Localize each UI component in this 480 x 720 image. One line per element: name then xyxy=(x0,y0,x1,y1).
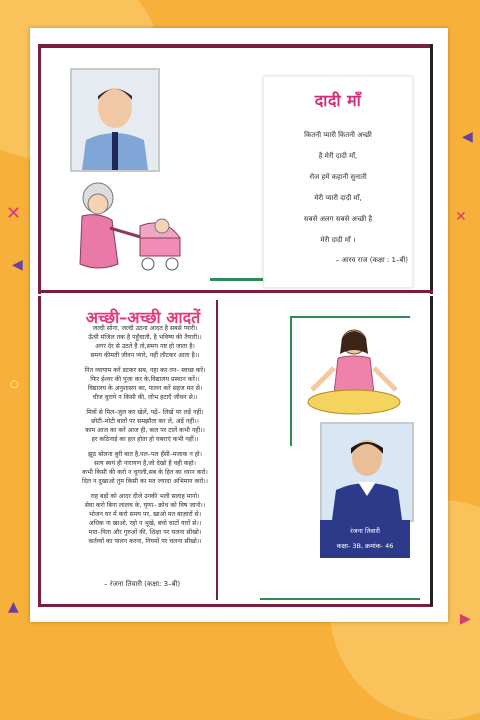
student-photo-boy xyxy=(70,68,160,172)
stanza xyxy=(60,408,230,444)
stanza xyxy=(60,324,230,360)
poem-line: कितनी प्यारी कितनी अच्छी xyxy=(304,131,372,139)
stanza xyxy=(60,492,230,546)
triangle-icon: ◀ xyxy=(462,129,473,145)
bottom-rule xyxy=(38,604,433,607)
x-mark-icon: ✕ xyxy=(455,209,467,225)
top-rule xyxy=(38,44,433,48)
poem-line: हर कठिनाई का हल होता हो घबराएं कभी नहीं।। xyxy=(91,436,199,443)
poem-line: मेरी दादी माँ । xyxy=(320,236,356,244)
poem-title: दादी माँ xyxy=(314,91,362,110)
poem-line: छोटी–मोटी बातों पर समझौता कर लें, अड़ें नहीं।। xyxy=(91,418,199,425)
poem-line: है मेरी दादी माँ, xyxy=(318,152,358,160)
right-vertical-rule xyxy=(430,44,433,294)
poem-author: – रंजना तिवारी (कक्षा: 3–बी) xyxy=(104,580,181,588)
poem-line: भोजन घर में करो समय पर, खाओ मत बाज़ारों से। xyxy=(88,511,202,518)
magazine-page xyxy=(30,28,448,622)
student-name-card xyxy=(320,520,410,558)
poem-lines xyxy=(264,125,412,251)
meditation-illustration xyxy=(298,324,410,424)
poem-line: राह बड़ों को आदर दीजे उनकी भली सलाह मानो। xyxy=(90,493,200,500)
stanza xyxy=(60,366,230,402)
poem-line: समय कीमती जीवन प्यारे, नहीं लौटकर आता है।। xyxy=(90,352,200,359)
poem-line: चीज चुराये न किसी की, लोभ हटाएँ जीवन से।। xyxy=(92,394,198,401)
poem-line: रोज हमें कहानी सुनाती xyxy=(309,173,367,181)
poem-line: ऊँची मंजिल तक है पहुँचाती, है भविष्य की तैयारी।। xyxy=(88,334,202,341)
poem-line: झूठ बोलना बुरी बात है,पल–पल हँसी–मजाक न हो। xyxy=(88,451,202,458)
circle-icon: ○ xyxy=(10,379,19,390)
student-name: रंजना तिवारी xyxy=(350,527,380,535)
triangle-icon: ◀ xyxy=(12,257,23,273)
poem-title: अच्छी–अच्छी आदतें xyxy=(85,308,201,327)
poem-line: नित व्यायाम करें डटकर सब, नहा कर तन– स्वच्छ करें। xyxy=(84,367,206,374)
poem-author: – आरव राज (कक्षा : 1–बी) xyxy=(335,256,408,264)
poem-card-dadi-maa xyxy=(263,76,413,288)
poem-line: सबसे अलग सबसे अच्छी है xyxy=(303,215,373,223)
poem-line: अधिक ना खाओ, रहो न भूखे, बचो चाटों यारों से।। xyxy=(88,520,202,527)
x-mark-icon: ✕ xyxy=(6,203,22,224)
left-vertical-rule-lower xyxy=(38,296,41,606)
grandma-illustration xyxy=(60,176,190,276)
left-vertical-rule xyxy=(38,44,41,294)
triangle-icon: ▶ xyxy=(460,611,471,627)
frame-green xyxy=(290,316,292,446)
poem-line: सत्य स्वयं ही नारायण है,जो देखो है वही कहो। xyxy=(94,460,196,467)
frame-green-bottom xyxy=(260,598,420,600)
poem-line: काम आज का करें आज ही, कल पर टालें कभी नहीं।। xyxy=(85,427,205,434)
poem-line: दिल न दुखाओ तुम किसी का मत ज्यादा अभिमान करो।। xyxy=(81,478,209,485)
poem-line: मात–पिता और गुरुओं की, शिक्षा पर चलना सीखो। xyxy=(88,529,202,536)
frame-green xyxy=(290,316,410,318)
poem-line: सेवा करो बिना लालच के, घृणा– क्रोध को विष जानो।। xyxy=(84,502,206,509)
poem-body-habits xyxy=(60,324,230,552)
right-vertical-rule-lower xyxy=(430,296,433,606)
poem-line: फिर ईश्वर की पूजा कर के,विद्यालय प्रस्थान करें।। xyxy=(90,376,200,383)
poem-line: कभी किसी की करो न चुगली,सब के हित का ध्यान करो। xyxy=(82,469,208,476)
poem-line: विद्यालय के अनुशासन का, पालन करें सहज मन से। xyxy=(87,385,203,392)
student-details: कक्षा- 3B, क्रमांक- 46 xyxy=(336,542,394,550)
poem-line: मेरी प्यारी दादी माँ, xyxy=(314,194,362,202)
student-photo-girl xyxy=(320,422,414,522)
mid-rule xyxy=(38,290,433,293)
poem-line: कर्तव्यों का पालन करना, नियमों पर चलना सीखो।। xyxy=(88,538,202,545)
triangle-icon: ▲ xyxy=(8,599,19,615)
poem-line: अगर देर से उठते हैं तो,समय नष्ट हो जाता है। xyxy=(95,343,195,350)
poem-line: मित्रों से मिल–जुल कर खेलें, पढ़ें– लिखें पर लड़ें नहीं। xyxy=(86,409,204,416)
poem-line: जल्दी सोना, जल्दी उठना आदत है सबसे प्यारी। xyxy=(92,325,198,332)
stanza xyxy=(60,450,230,486)
